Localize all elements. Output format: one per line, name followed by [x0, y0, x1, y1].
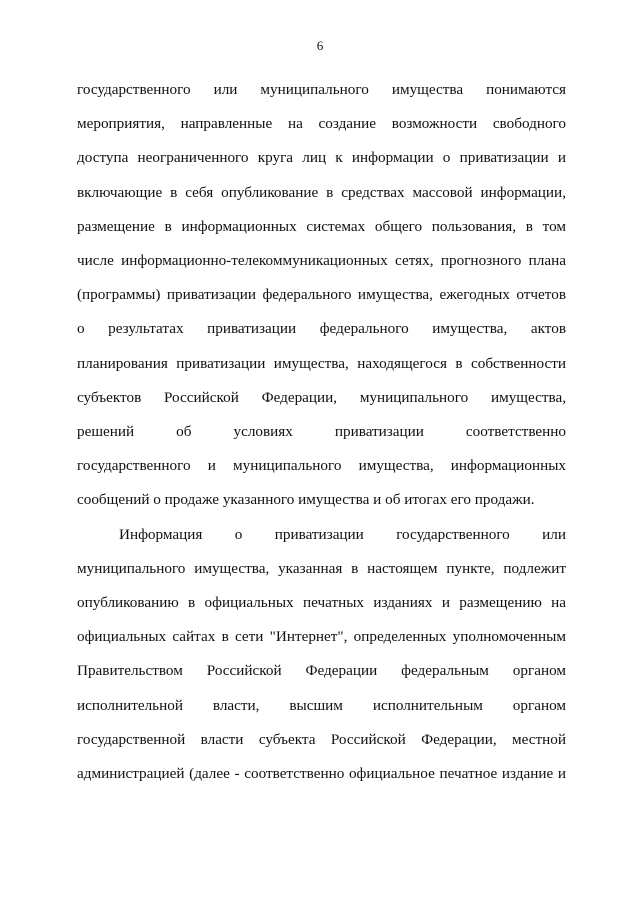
- text-line: (программы) приватизации федерального имущества, ежегодных отчетов: [77, 286, 566, 304]
- text-line: государственной власти субъекта Российской Федерации, местной: [77, 730, 566, 748]
- text-line: планирования приватизации имущества, находящегося в собственности: [77, 354, 566, 372]
- text-line: включающие в себя опубликование в средствах массовой информации,: [77, 183, 566, 201]
- text-line: Правительством Российской Федерации федеральным органом: [77, 662, 566, 680]
- text-line: решений об условиях приватизации соответственно: [77, 423, 566, 441]
- text-line: субъектов Российской Федерации, муниципального имущества,: [77, 388, 566, 406]
- text-line: исполнительной власти, высшим исполнительным органом: [77, 696, 566, 714]
- text-line: официальных сайтах в сети "Интернет", определенных уполномоченным: [77, 628, 566, 646]
- text-line: доступа неограниченного круга лиц к информации о приватизации и: [77, 149, 566, 167]
- text-line: Информация о приватизации государственного или: [119, 525, 566, 543]
- text-line: размещение в информационных системах общего пользования, в том: [77, 217, 566, 235]
- body-text: [77, 73, 566, 791]
- text-line: сообщений о продаже указанного имущества и об итогах его продажи.: [77, 491, 535, 509]
- page-number: 6: [316, 38, 324, 53]
- text-line: государственного или муниципального имущества понимаются: [77, 81, 566, 98]
- text-line: о результатах приватизации федерального имущества, актов: [77, 320, 566, 338]
- text-line: муниципального имущества, указанная в настоящем пункте, подлежит: [77, 559, 566, 577]
- text-line: государственного и муниципального имущества, информационных: [77, 457, 566, 475]
- text-line: мероприятия, направленные на создание возможности свободного: [77, 115, 566, 133]
- text-line: числе информационно-телекоммуникационных сетях, прогнозного плана: [77, 252, 566, 270]
- text-line: администрацией (далее - соответственно официальное печатное издание и: [77, 765, 566, 783]
- text-line: опубликованию в официальных печатных изданиях и размещению на: [77, 594, 566, 612]
